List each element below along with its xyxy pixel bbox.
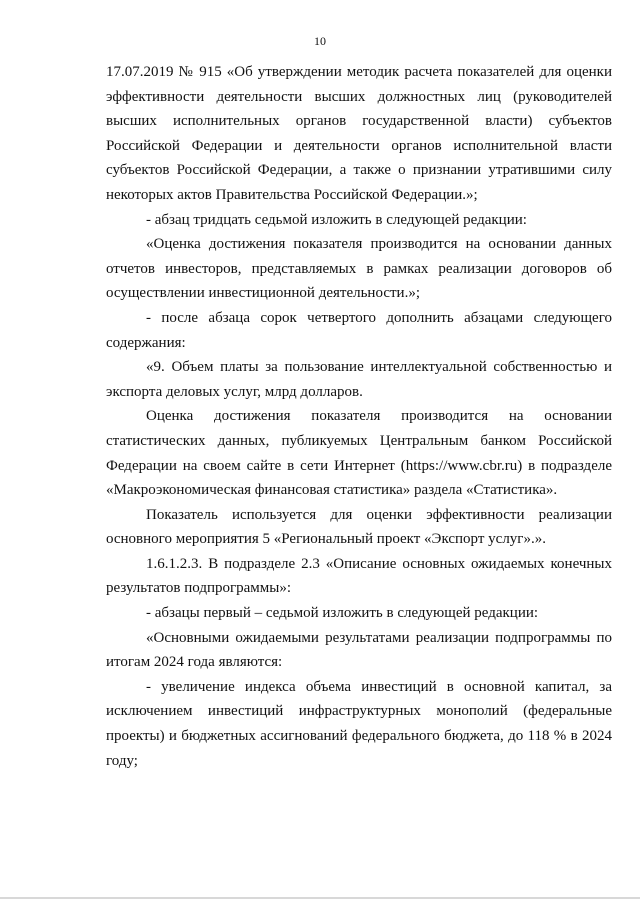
paragraph-indicator-9: «9. Объем платы за пользование интеллектуальной собственностью и экспорта деловых услуг, млрд долларов. — [106, 359, 612, 400]
scan-edge-divider — [0, 897, 640, 899]
paragraph-amendment-37: - абзац тридцать седьмой изложить в следующей редакции: — [146, 211, 527, 228]
paragraph-assessment-cbr: Оценка достижения показателя производится на основании статистических данных, публикуемых Центральным банком Российской Федерации на своем сайте в сети Интернет (https://www.cbr.ru) в подразделе «Макроэкономическая финансовая статистика» раздела «Статистика». — [106, 408, 612, 499]
paragraph-investment-index: - увеличение индекса объема инвестиций в основной капитал, за исключением инвестиций инфраструктурных монополий (федеральные проекты) и бюджетных ассигнований федерального бюджета, до 118 % в 2024 году; — [106, 678, 612, 769]
page-number: 10 — [314, 34, 326, 48]
paragraph-assessment-investors: «Оценка достижения показателя производится на основании данных отчетов инвесторов, представляемых в рамках реализации договоров об осуществлении инвестиционной деятельности.»; — [106, 236, 612, 302]
paragraph-decree-reference: 17.07.2019 № 915 «Об утверждении методик расчета показателей для оценки эффективности деятельности высших должностных лиц (руководителей высших исполнительных органов государственной власти) субъектов Российской Федерации и деятельности органов исполнительной власти субъектов Российской Федерации, а также о признании утратившими силу некоторых актов Правительства Российской Федерации.»; — [106, 64, 612, 203]
paragraph-section-1-6-1-2-3: 1.6.1.2.3. В подразделе 2.3 «Описание основных ожидаемых конечных результатов подпрограммы»: — [106, 555, 612, 597]
paragraph-amendment-1-7: - абзацы первый – седьмой изложить в следующей редакции: — [146, 605, 539, 622]
paragraph-amendment-44: - после абзаца сорок четвертого дополнить абзацами следующего содержания: — [106, 309, 612, 351]
document-body — [106, 60, 612, 773]
paragraph-expected-results: «Основными ожидаемыми результатами реализации подпрограммы по итогам 2024 года являются: — [106, 629, 612, 671]
paragraph-indicator-usage: Показатель используется для оценки эффективности реализации основного мероприятия 5 «Региональный проект «Экспорт услуг».». — [106, 506, 612, 548]
